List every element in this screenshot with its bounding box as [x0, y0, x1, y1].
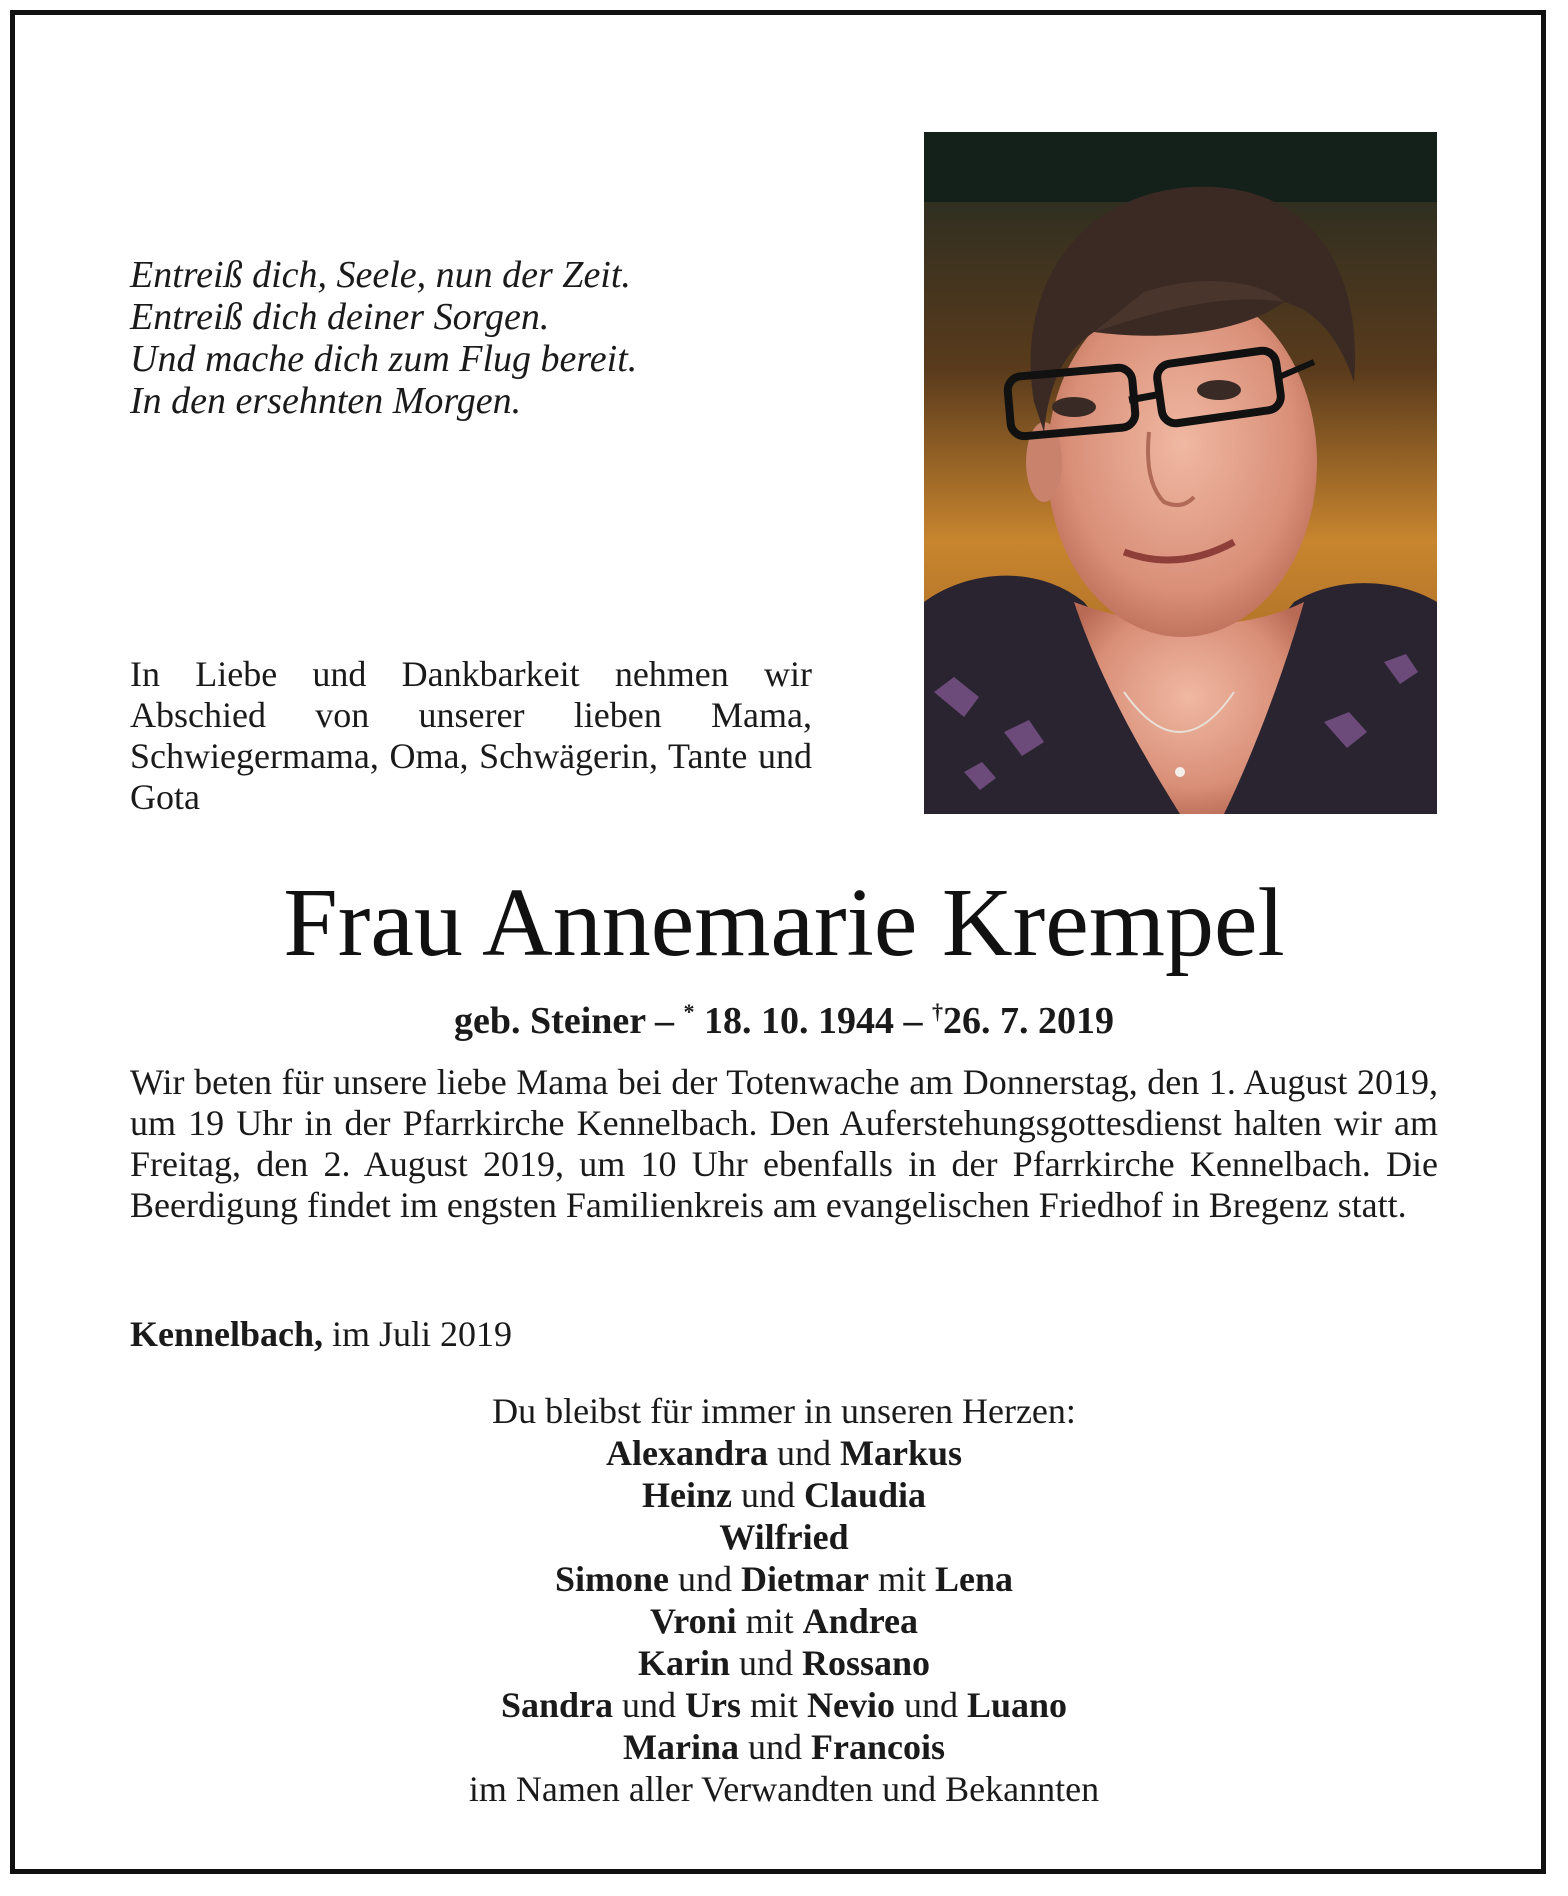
mourner-name: Marina: [623, 1727, 739, 1767]
mourner-row: [0, 1432, 1568, 1474]
mourner-name: Markus: [839, 1433, 962, 1473]
mourner-name: Luano: [966, 1685, 1068, 1725]
poem-line: Entreiß dich, Seele, nun der Zeit.: [130, 254, 631, 296]
separator: –: [645, 1000, 684, 1042]
connector: und: [731, 1475, 804, 1515]
connector: und: [669, 1559, 742, 1599]
mourner-name: Simone: [555, 1559, 670, 1599]
connector: mit: [868, 1559, 935, 1599]
mourner-name: Lena: [934, 1559, 1013, 1599]
mourner-row: [0, 1516, 1568, 1558]
mourner-name: Claudia: [803, 1475, 927, 1515]
mourner-name: Urs: [684, 1685, 741, 1725]
connector: und: [612, 1685, 685, 1725]
mourner-name: Dietmar: [741, 1559, 869, 1599]
mourner-row: [0, 1600, 1568, 1642]
poem: [130, 254, 770, 422]
birth-date: 18. 10. 1944: [694, 1000, 894, 1042]
mourner-name: Andrea: [802, 1601, 919, 1641]
connector: und: [894, 1685, 967, 1725]
deceased-name: Frau Annemarie Krempel: [283, 869, 1285, 977]
mourner-row: [0, 1474, 1568, 1516]
connector: und: [767, 1433, 840, 1473]
poem-line: Entreiß dich deiner Sorgen.: [130, 296, 550, 338]
death-symbol: †: [931, 999, 943, 1024]
mourner-name: Karin: [637, 1643, 730, 1683]
place-town: Kennelbach,: [130, 1314, 324, 1354]
death-date: 26. 7. 2019: [942, 1000, 1114, 1042]
intro-text: In Liebe und Dankbarkeit nehmen wir Abschied von unserer lieben Mama, Schwiegermama, Oma, Schwägerin, Tante und Gota: [130, 654, 812, 817]
connector: und: [739, 1727, 811, 1767]
mourner-row: [0, 1726, 1568, 1768]
birth-death-line: [0, 990, 1568, 1043]
separator: –: [893, 1000, 932, 1042]
poem-line: Und mache dich zum Flug bereit.: [130, 338, 638, 380]
mourner-name: Rossano: [801, 1643, 931, 1683]
birth-name: geb. Steiner: [454, 1000, 646, 1042]
connector: und: [729, 1643, 802, 1683]
mourner-name: Nevio: [807, 1685, 895, 1725]
mourners-footer: im Namen aller Verwandten und Bekannten: [468, 1769, 1100, 1809]
mourner-name: Vroni: [649, 1601, 737, 1641]
portrait-photo: [924, 132, 1437, 814]
mourner-name: Sandra: [500, 1685, 613, 1725]
poem-line: In den ersehnten Morgen.: [130, 380, 522, 422]
connector: mit: [740, 1685, 807, 1725]
mourner-name: Francois: [811, 1727, 945, 1767]
place-date: [130, 1314, 512, 1355]
mourner-row: [0, 1684, 1568, 1726]
mourners-list: [0, 1390, 1568, 1810]
mourner-name: Wilfried: [719, 1517, 849, 1557]
mourner-name: Heinz: [641, 1475, 732, 1515]
mourner-row: [0, 1642, 1568, 1684]
mourner-row: [0, 1558, 1568, 1600]
portrait-image: [924, 132, 1437, 814]
place-month: im Juli 2019: [323, 1314, 513, 1354]
mourners-heading: Du bleibst für immer in unseren Herzen:: [492, 1391, 1076, 1431]
mourner-name: Alexandra: [605, 1433, 768, 1473]
birth-symbol: *: [683, 999, 695, 1024]
service-details: Wir beten für unsere liebe Mama bei der Totenwache am Donnerstag, den 1. August 2019, um 19 Uhr in der Pfarrkirche Kennelbach. Den Auferstehungsgottesdienst halten wir am Freitag, den 2. August 2019, um 10 Uhr ebenfalls in der Pfarrkirche Kennelbach. Die Beerdigung findet im engsten Familienkreis am evangelischen Friedhof in Bregenz statt.: [130, 1062, 1438, 1225]
connector: mit: [736, 1601, 803, 1641]
